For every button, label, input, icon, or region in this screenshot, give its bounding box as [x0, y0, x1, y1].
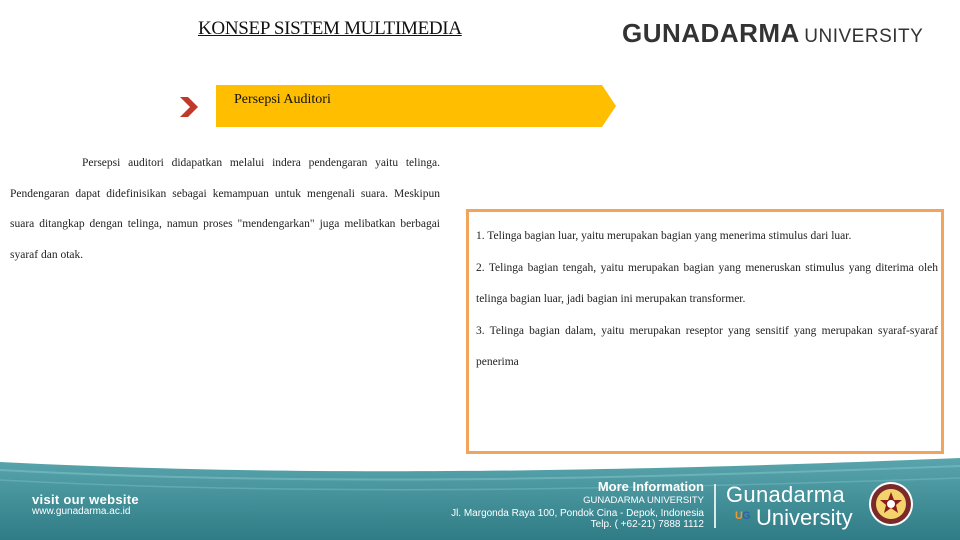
- phone: Telp. ( +62-21) 7888 1112: [590, 519, 704, 530]
- more-info-block: [388, 479, 704, 530]
- brand-line-2: University: [756, 505, 853, 530]
- university-name: GUNADARMA UNIVERSITY: [583, 495, 704, 506]
- address: Jl. Margonda Raya 100, Pondok Cina - Depok, Indonesia: [451, 508, 704, 519]
- website-block: [32, 492, 139, 517]
- intro-paragraph: [10, 148, 440, 270]
- footer-divider: [714, 484, 716, 528]
- website-link[interactable]: www.gunadarma.ac.id: [32, 506, 131, 517]
- logo-light-text: UNIVERSITY: [804, 26, 924, 47]
- ug-logo-icon: UG: [735, 510, 750, 522]
- ear-part-item: 1. Telinga bagian luar, yaitu merupakan bagian yang menerima stimulus dari luar.: [476, 230, 852, 242]
- ear-part-item: 2. Telinga bagian tengah, yaitu merupakan bagian yang meneruskan stimulus yang diterima oleh telinga bagian luar, jadi bagian ini merupakan transformer.: [476, 261, 938, 305]
- brand-logo: [726, 484, 853, 530]
- visit-title: visit our website: [32, 492, 139, 507]
- chevron-right-icon: [178, 96, 200, 118]
- gunadarma-logo: [622, 18, 923, 49]
- ear-parts-list: [476, 221, 938, 379]
- brand-line-1: Gunadarma: [726, 482, 845, 507]
- logo-bold-text: GUNADARMA: [622, 18, 800, 48]
- more-info-title: More Information: [597, 479, 704, 494]
- ear-part-item: 3. Telinga bagian dalam, yaitu merupakan reseptor yang sensitif yang merupakan syaraf-syaraf penerima: [476, 324, 938, 368]
- intro-text: Persepsi auditori didapatkan melalui indera pendengaran yaitu telinga. Pendengaran dapat didefinisikan sebagai kemampuan untuk mengenali suara. Meskipun suara ditangkap dengan telinga, namun proses "mendengarkan" juga melibatkan berbagai syaraf dan otak.: [10, 157, 440, 261]
- section-title: Persepsi Auditori: [234, 92, 331, 107]
- university-seal-icon: [868, 481, 914, 527]
- slide-title: KONSEP SISTEM MULTIMEDIA: [198, 18, 462, 39]
